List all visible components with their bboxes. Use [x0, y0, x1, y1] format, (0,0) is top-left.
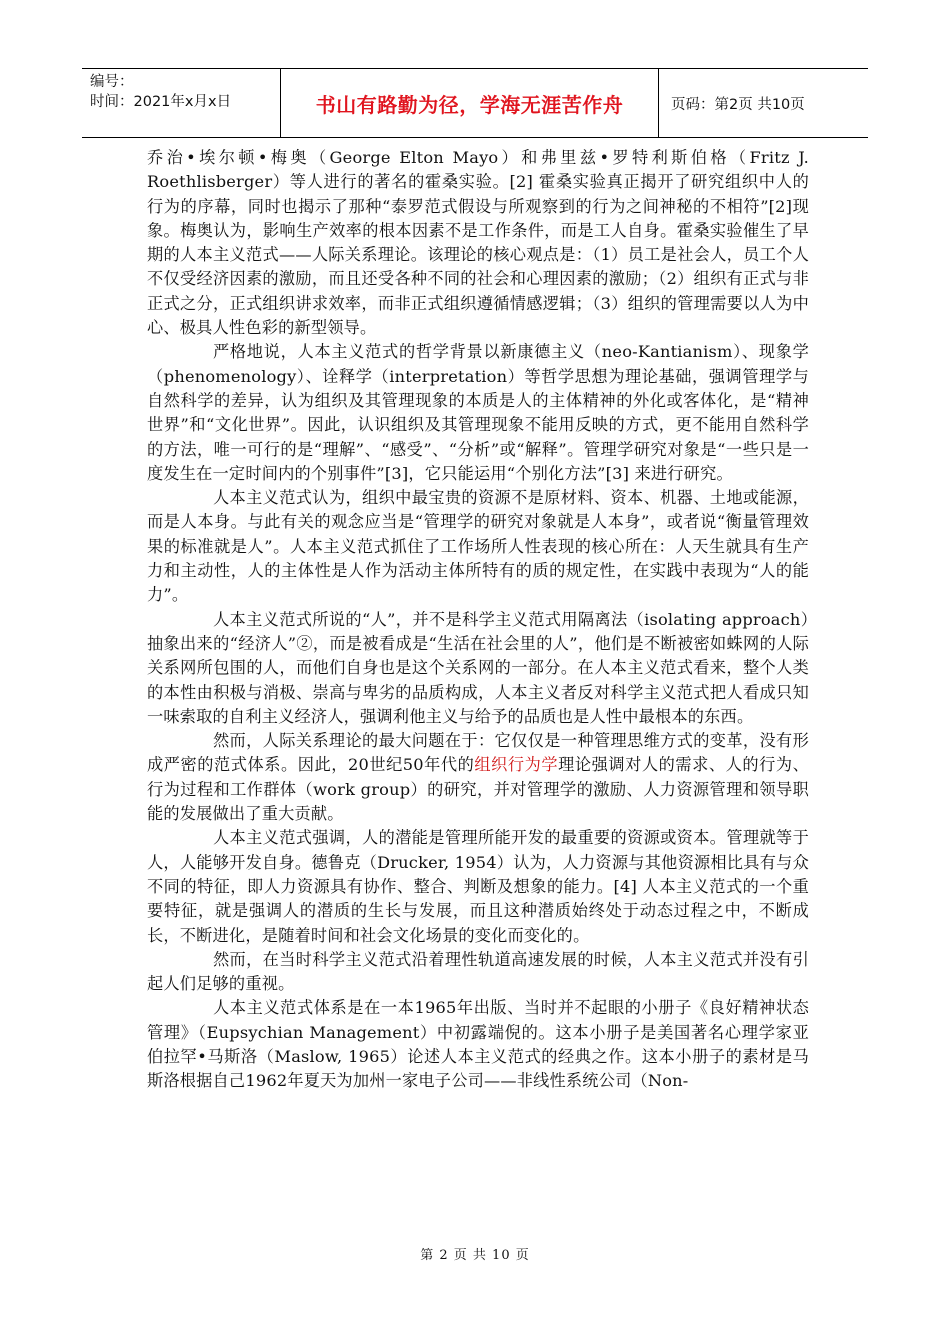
paragraph-4: 人本主义范式所说的“人”，并不是科学主义范式用隔离法（isolating approach）抽象出来的“经济人”②，而是被看成是“生活在社会里的人”，他们是不断被密如蛛网的人际关系网所包围的人，而他们自身也是这个关系网的一部分。在人本主义范式看来，整个人类的本性由积极与消极、崇高与卑劣的品质构成，人本主义者反对科学主义范式把人看成只知一味索取的自利主义经济人，强调利他主义与给予的品质也是人性中最根本的东西。: [147, 609, 809, 726]
header-page-info: 页码：第2页 共10页: [671, 96, 805, 113]
paragraph-5-text-after: 理论强调对人的需求、人的行为、行为过程和工作群体（work group）的研究，并对管理学的激励、人力资源管理和领导职能的发展做出了重大贡献。: [147, 755, 809, 824]
paragraph-3: 人本主义范式认为，组织中最宝贵的资源不是原材料、资本、机器、土地或能源，而是人本身。与此有关的观念应当是“管理学的研究对象就是人本身”，或者说“衡量管理效果的标准就是人”。人本主义范式抓住了工作场所人性表现的核心所在：人天生就具有生产力和主动性，人的主体性是人作为活动主体所特有的质的规定性，在实践中表现为“人的能力”。: [147, 488, 809, 605]
paragraph-1: 乔治•埃尔顿•梅奥（George Elton Mayo）和弗里兹•罗特利斯伯格（Fritz J. Roethlisberger）等人进行的著名的霍桑实验。[2] 霍桑实验真正揭开了研究组织中人的行为的序幕，同时也揭示了那种“泰罗范式假设与所观察到的行为之间神秘的不相符”[2]现象。梅奥认为，影响生产效率的根本因素不是工作条件，而是工人自身。霍桑实验催生了早期的人本主义范式——人际关系理论。该理论的核心观点是：（1）员工是社会人，员工个人不仅受经济因素的激励，而且还受各种不同的社会和心理因素的激励；（2）组织有正式与非正式之分，正式组织讲求效率，而非正式组织遵循情感逻辑；（3）组织的管理需要以人为中心、极具人性色彩的新型领导。: [147, 148, 809, 338]
page-header: [82, 68, 868, 138]
paragraph-6: 人本主义范式强调，人的潜能是管理所能开发的最重要的资源或资本。管理就等于人，人能够开发自身。德鲁克（Drucker, 1954）认为，人力资源与其他资源相比具有与众不同的特征，即人力资源具有协作、整合、判断及想象的能力。[4] 人本主义范式的一个重要特征，就是强调人的潜质的生长与发展，而且这种潜质始终处于动态过程之中，不断成长，不断进化，是随着时间和社会文化场景的变化而变化的。: [147, 828, 809, 945]
paragraph-5: [147, 729, 809, 826]
organizational-behavior-link[interactable]: 组织行为学: [474, 755, 559, 775]
header-meta: [82, 69, 281, 137]
paragraph-2: 严格地说，人本主义范式的哲学背景以新康德主义（neo-Kantianism）、现象学（phenomenology）、诠释学（interpretation）等哲学思想为理论基础，强调管理学与自然科学的差异，认为组织及其管理现象的本质是人的主体精神的外化或客体化，是“精神世界”和“文化世界”。因此，认识组织及其管理现象不能用反映的方式，更不能用自然科学的方法，唯一可行的是“理解”、“感受”、“分析”或“解释”。管理学研究对象是“一些只是一度发生在一定时间内的个别事件”[3]，它只能运用“个别化方法”[3] 来进行研究。: [147, 342, 809, 483]
document-number-label: 编号：: [90, 74, 134, 90]
paragraph-7: 然而，在当时科学主义范式沿着理性轨道高速发展的时候，人本主义范式并没有引起人们足够的重视。: [147, 949, 809, 994]
header-motto: 书山有路勤为径，学海无涯苦作舟: [315, 92, 624, 117]
header-motto-cell: [281, 69, 659, 137]
paragraph-5-text-before: 然而，人际关系理论的最大问题在于：它仅仅是一种管理思维方式的变革，没有形成严密的范式体系。因此，20世纪50年代的: [147, 731, 809, 775]
page-footer: 第 2 页 共 10 页: [420, 1248, 530, 1263]
paragraph-8: 人本主义范式体系是在一本1965年出版、当时并不起眼的小册子《良好精神状态管理》（Eupsychian Management）中初露端倪的。这本小册子是美国著名心理学家亚伯拉罕•马斯洛（Maslow, 1965）论述人本主义范式的经典之作。这本小册子的素材是马斯洛根据自己1962年夏天为加州一家电子公司——非线性系统公司（Non-: [147, 998, 809, 1091]
document-body: [147, 146, 809, 1094]
document-date-label: 时间：2021年x月x日: [90, 94, 232, 110]
